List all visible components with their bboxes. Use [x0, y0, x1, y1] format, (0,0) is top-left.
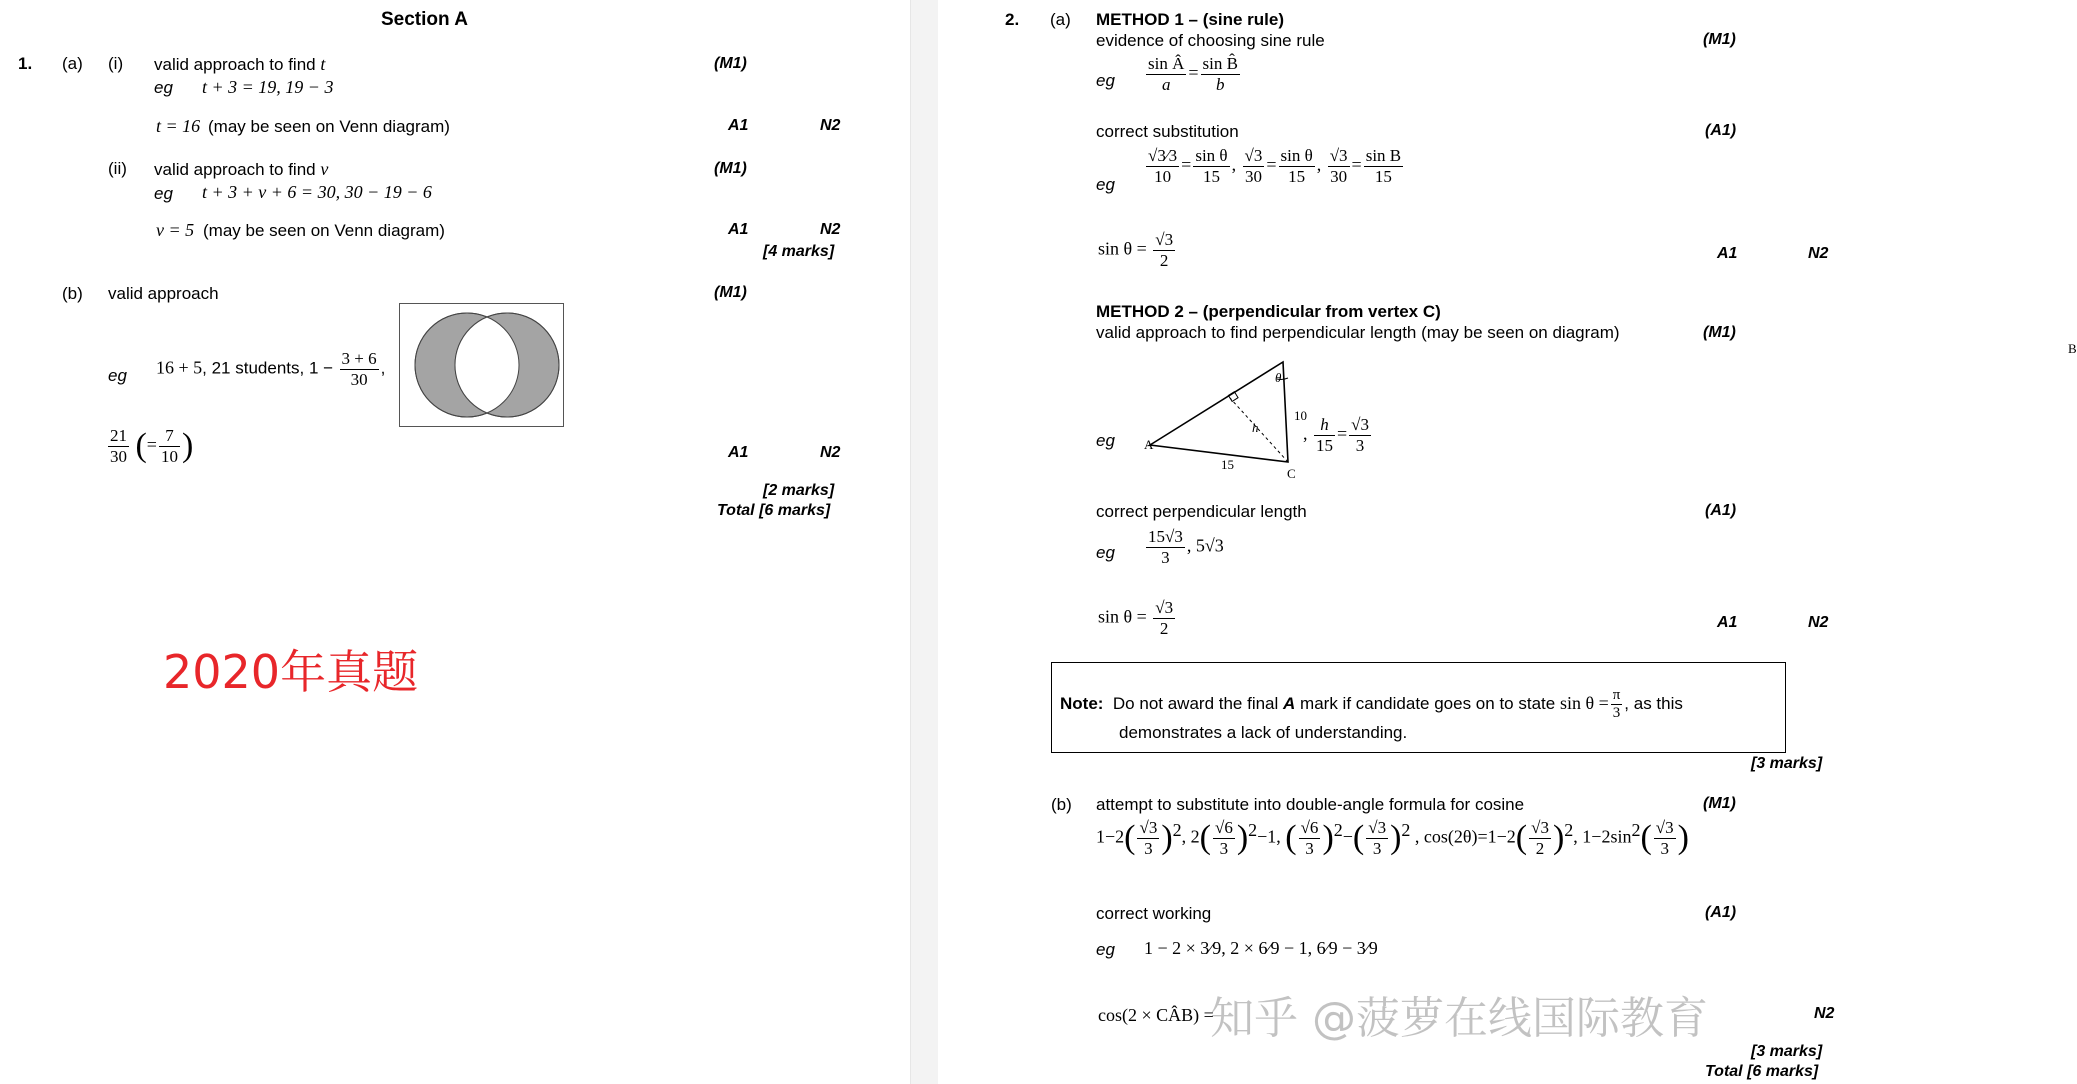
- eg-label: eg: [154, 78, 173, 97]
- mark-code: (A1): [1705, 502, 1737, 519]
- fraction: $\frac{√3}{3}$: [1655, 818, 1674, 858]
- fraction: $\frac{√3}{3}$: [1368, 818, 1387, 858]
- method-title: METHOD 2 – (perpendicular from vertex C): [1096, 302, 1441, 321]
- step-label: correct substitution: [1096, 122, 1239, 141]
- section-title: Section A: [381, 9, 468, 30]
- perpendicular-expression: [1144, 527, 1224, 567]
- fraction-denominator: 2: [1159, 250, 1169, 270]
- mark-code: A1: [728, 444, 749, 461]
- fraction-denominator: 30: [350, 369, 368, 389]
- fraction: [1314, 415, 1335, 455]
- fraction: [1611, 687, 1623, 723]
- fraction-numerator: π: [1611, 687, 1623, 705]
- eg-math: t + 3 = 19, 19 − 3: [202, 77, 334, 97]
- fraction-numerator: √3: [1351, 415, 1369, 434]
- eg-label: eg: [1096, 71, 1115, 90]
- mark-code: (M1): [1703, 324, 1736, 341]
- eg-label: eg: [108, 366, 127, 385]
- angle-label: θ: [1275, 370, 1282, 385]
- triangle-diagram: [1138, 342, 1288, 482]
- answer-math: t = 16: [156, 116, 201, 136]
- venn-diagram: [399, 303, 564, 427]
- page-gutter: [910, 0, 940, 1084]
- eg-label: eg: [1096, 543, 1115, 562]
- fraction-numerator: √3: [1139, 818, 1158, 837]
- result-lhs: sin θ =: [1098, 238, 1147, 259]
- mark-code: A1: [1717, 614, 1738, 631]
- mark-code: (A1): [1705, 904, 1737, 921]
- part-label: (a): [62, 54, 83, 73]
- mark-code: N2: [820, 117, 841, 134]
- question-number: 2.: [1005, 10, 1020, 29]
- right-page: [938, 0, 2077, 1084]
- note-text: , as this: [1624, 694, 1683, 714]
- final-lhs: cos(2 × CÂB) =: [1098, 1005, 1214, 1025]
- fraction-denominator: 10: [160, 446, 178, 466]
- fraction: [1328, 146, 1350, 186]
- note-text: mark if candidate goes on to state: [1300, 694, 1556, 714]
- note-math: sin θ =: [1559, 693, 1609, 714]
- fraction-numerator: 3 + 6: [341, 349, 377, 368]
- method-title: METHOD 1 – (sine rule): [1096, 10, 1284, 29]
- step-label: correct perpendicular length: [1096, 502, 1307, 521]
- fraction-numerator: √3: [1329, 146, 1348, 165]
- fraction-numerator: sin B: [1365, 146, 1402, 165]
- ratio-expression: , $\frac{h}{15}$ = $\frac{√3}{3}$: [1303, 415, 1369, 455]
- fraction: [340, 349, 379, 389]
- substitution-expression: $\frac{√3⁄3}{10}$ = $\frac{\text{sin θ}}{15}$ , $\frac{√3}{30}$ = $\frac{\text{sin θ}}{15}$ , $\frac{√3}{30}$ = $\frac{\text{sin B}}{15}$: [1148, 146, 1402, 186]
- step-label: valid approach to find: [154, 55, 316, 74]
- part-label: (a): [1050, 10, 1071, 29]
- mark-code: A1: [728, 221, 749, 238]
- mark-code: N2: [1808, 245, 1829, 262]
- mark-code: N2: [1808, 614, 1829, 631]
- fraction: [1201, 54, 1240, 94]
- fraction-numerator: 15√3: [1148, 527, 1183, 546]
- fraction: [1153, 598, 1175, 638]
- fraction-denominator: b: [1216, 74, 1225, 94]
- fraction-numerator: h: [1314, 415, 1335, 436]
- answer-expression: $\frac{21}{30}$ (= $\frac{7}{10}$ ): [110, 426, 194, 466]
- fraction-numerator: √3: [1155, 598, 1174, 617]
- variable: v: [320, 159, 329, 179]
- fraction: [1243, 146, 1265, 186]
- fraction-numerator: √3⁄3: [1148, 146, 1178, 165]
- fraction: $\frac{√6}{3}$: [1300, 818, 1319, 858]
- mark-code: (M1): [1703, 795, 1736, 812]
- fraction-denominator: 15: [1288, 166, 1306, 186]
- fraction-numerator: 21: [110, 426, 127, 445]
- side-label: 15: [1221, 457, 1234, 472]
- fraction-denominator: a: [1161, 74, 1171, 94]
- result-expression: [1098, 230, 1177, 270]
- question-number: 1.: [18, 54, 33, 73]
- fraction: [1193, 146, 1229, 186]
- eg-label: eg: [154, 184, 173, 203]
- variable: t: [320, 54, 326, 74]
- result-expression: [1098, 598, 1177, 638]
- fraction-numerator: √3: [1244, 146, 1263, 165]
- mark-code: N2: [820, 444, 841, 461]
- eg-label: eg: [1096, 940, 1115, 959]
- vertex-label: A: [1144, 437, 1154, 452]
- eg-expression: 16 + 5, 21 students, 1 − $\frac{3 + 6}{30}$ ,: [156, 349, 386, 389]
- left-page: [0, 0, 910, 1084]
- mark-code: (M1): [1703, 31, 1736, 48]
- fraction-numerator: sin B̂: [1202, 54, 1238, 73]
- fraction: [1364, 146, 1403, 186]
- fraction-denominator: 15: [1374, 166, 1392, 186]
- fraction: [1146, 527, 1185, 567]
- answer-note: (may be seen on Venn diagram): [203, 221, 445, 240]
- fraction-denominator: 3: [1612, 705, 1621, 722]
- eg-math: 16 + 5: [156, 357, 203, 378]
- vertex-label: C: [1287, 466, 1296, 481]
- eg-label: eg: [1096, 431, 1115, 450]
- fraction: $\frac{√6}{3}$: [1214, 818, 1233, 858]
- fraction: [1146, 54, 1186, 94]
- fraction-denominator: 30: [1330, 166, 1348, 186]
- fraction-numerator: 7: [159, 426, 180, 447]
- marks-total: Total [6 marks]: [717, 502, 831, 519]
- marks-subtotal: [2 marks]: [763, 482, 835, 499]
- step-label: correct working: [1096, 904, 1212, 923]
- venn-svg: [400, 304, 563, 426]
- triangle-shape: [1150, 362, 1288, 462]
- perpendicular-line: [1230, 398, 1288, 462]
- fraction: [1137, 818, 1159, 858]
- marks-total: Total [6 marks]: [1705, 1063, 1819, 1080]
- subpart-label: (i): [108, 54, 124, 73]
- result-lhs: sin θ =: [1098, 606, 1147, 627]
- fraction-numerator: √3: [1155, 230, 1174, 249]
- fraction-denominator: 15: [1315, 435, 1333, 455]
- note-label: Note:: [1060, 694, 1104, 714]
- vertex-label: B: [2068, 341, 2077, 356]
- mark-code: (M1): [714, 55, 747, 72]
- step-text: [154, 54, 325, 75]
- fraction: [1349, 415, 1371, 455]
- fraction-denominator: 30: [110, 446, 127, 466]
- mark-code: N2: [1814, 1005, 1835, 1022]
- step-label: attempt to substitute into double-angle formula for cosine: [1096, 795, 1525, 814]
- mark-code: N2: [820, 221, 841, 238]
- note-text: Do not award the final: [1112, 694, 1279, 714]
- note-emphasis: A: [1283, 694, 1296, 714]
- marks-subtotal: [3 marks]: [1751, 1043, 1823, 1060]
- fraction-denominator: 30: [1244, 166, 1262, 186]
- note-line: [1060, 687, 1683, 723]
- fraction-denominator: 3: [1144, 838, 1153, 858]
- eg-text: , 21 students, 1 −: [202, 358, 334, 378]
- fraction-numerator: sin θ: [1280, 146, 1313, 165]
- note-text: demonstrates a lack of understanding.: [1119, 723, 1408, 742]
- step-label: evidence of choosing sine rule: [1096, 31, 1325, 50]
- eg-label: eg: [1096, 175, 1115, 194]
- equals-sign: =: [146, 434, 157, 455]
- fraction-denominator: 3: [1355, 435, 1365, 455]
- marks-subtotal: [3 marks]: [1751, 755, 1823, 772]
- fraction: [1279, 146, 1315, 186]
- eg-math: , 5√3: [1186, 535, 1224, 556]
- mark-code: (M1): [714, 284, 747, 301]
- subpart-label: (ii): [108, 159, 127, 178]
- step-text: [154, 159, 328, 180]
- fraction-denominator: 15: [1202, 166, 1220, 186]
- watermark: 知乎 @菠萝在线国际教育: [1210, 993, 1708, 1044]
- part-label: (b): [1051, 795, 1072, 814]
- fraction: [108, 426, 129, 466]
- fraction: [159, 426, 180, 466]
- step-label: valid approach to find: [154, 160, 316, 179]
- marks-subtotal: [4 marks]: [763, 243, 835, 260]
- eg-math: 1 − 2 × 3⁄9, 2 × 6⁄9 − 1, 6⁄9 − 3⁄9: [1144, 938, 1378, 958]
- part-label: (b): [62, 284, 83, 303]
- step-label: valid approach: [108, 284, 219, 303]
- mark-code: (A1): [1705, 122, 1737, 139]
- double-angle-expression: 1−2( $\frac{√3}{3}$ )$^2$, 2( $\frac{√6}{3}$ )$^2$−1, ( $\frac{√6}{3}$ )$^2$−( $\frac{√3}{3}$ )$^2$ , cos(2θ)=1−2( $\frac{√3}{2}$ )$^2$, $1-2\sin^2$( $\frac{√3}{3}$ ): [1096, 818, 1689, 858]
- year-stamp: 2020年真题: [163, 645, 419, 699]
- fraction-denominator: 3: [1161, 547, 1170, 567]
- height-label: h: [1252, 420, 1259, 435]
- fraction: [1153, 230, 1175, 270]
- step-label: valid approach to find perpendicular length (may be seen on diagram): [1096, 323, 1620, 342]
- mark-code: A1: [1717, 245, 1738, 262]
- mark-code: A1: [728, 117, 749, 134]
- sine-rule-expression: $\frac{\text{sin Â}}{a}$ = $\frac{\text{sin B̂}}{b}$: [1148, 54, 1238, 94]
- fraction-denominator: 10: [1154, 166, 1172, 186]
- mark-code: (M1): [714, 160, 747, 177]
- fraction: [1146, 146, 1179, 186]
- answer-note: (may be seen on Venn diagram): [208, 117, 450, 136]
- eg-math: t + 3 + v + 6 = 30, 30 − 19 − 6: [202, 182, 432, 202]
- fraction-numerator: sin θ: [1195, 146, 1228, 165]
- fraction-denominator: 2: [1159, 618, 1169, 638]
- fraction: $\frac{√3}{2}$: [1531, 818, 1549, 858]
- answer-math: v = 5: [156, 220, 195, 240]
- fraction-numerator: sin Â: [1148, 54, 1185, 73]
- side-label: 10: [1294, 408, 1307, 423]
